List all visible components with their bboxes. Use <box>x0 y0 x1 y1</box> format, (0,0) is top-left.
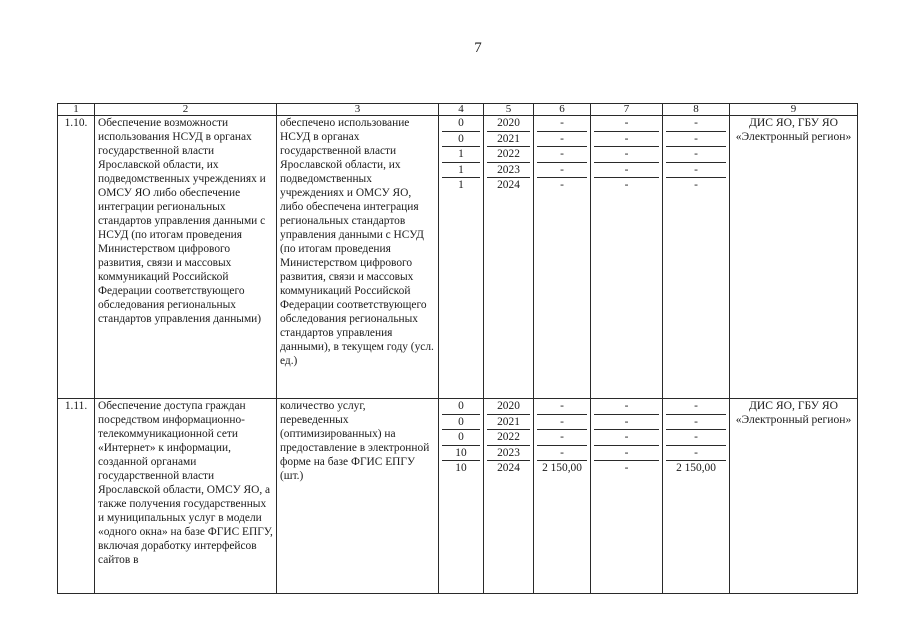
funding-value: - <box>594 415 659 431</box>
header-cell: 7 <box>591 104 663 116</box>
funding-col7 <box>591 399 663 594</box>
year: 2023 <box>487 446 530 462</box>
year: 2022 <box>487 430 530 446</box>
header-cell: 8 <box>663 104 730 116</box>
funding-value: - <box>666 399 726 415</box>
funding-value: - <box>666 446 726 462</box>
year: 2021 <box>487 415 530 431</box>
activity-description: Обеспечение доступа граждан посредством информационно-телекоммуникационной сети «Интернет» к информации, созданной органами государственной власти Ярославской области, ОМСУ ЯО, а также получения государственных и муниципальных услуг в модели «одного окна» на базе ФГИС ЕПГУ, включая доработку интерфейсов сайтов в <box>95 399 277 594</box>
header-cell: 9 <box>730 104 858 116</box>
funding-value: - <box>560 179 564 191</box>
funding-value: - <box>537 430 587 446</box>
target-value: 1 <box>442 163 480 179</box>
target-value: 10 <box>442 446 480 462</box>
year: 2020 <box>487 399 530 415</box>
funding-value: - <box>537 163 587 179</box>
funding-value: - <box>666 116 726 132</box>
year: 2020 <box>487 116 530 132</box>
funding-value: - <box>624 462 629 474</box>
funding-value: - <box>594 163 659 179</box>
header-cell: 1 <box>58 104 95 116</box>
header-cell: 5 <box>484 104 534 116</box>
funding-value: - <box>666 415 726 431</box>
year: 2022 <box>487 147 530 163</box>
year: 2024 <box>497 462 520 474</box>
year: 2021 <box>487 132 530 148</box>
funding-value: - <box>594 430 659 446</box>
target-value: 10 <box>455 462 467 474</box>
funding-value: - <box>624 179 629 191</box>
row-number: 1.10. <box>58 116 95 399</box>
funding-value: - <box>537 132 587 148</box>
target-value: 0 <box>442 132 480 148</box>
funding-value: - <box>594 132 659 148</box>
program-table <box>57 103 858 594</box>
target-value: 0 <box>442 430 480 446</box>
funding-value: - <box>666 132 726 148</box>
funding-value: - <box>666 147 726 163</box>
funding-value: - <box>594 446 659 462</box>
target-values <box>439 399 484 594</box>
funding-value: - <box>666 430 726 446</box>
funding-value: 2 150,00 <box>542 462 582 474</box>
indicator-description: обеспечено использование НСУД в органах государственной власти Ярославской области, их подведомственных учреждениях и ОМСУ ЯО, либо обеспечена интеграция региональных стандартов управления данными с НСУД (по итогам проведения Министерством цифрового развития, связи и массовых коммуникаций Российской Федерации соответствующего обследования региональных стандартов управления данными), в текущем году (усл. ед.) <box>277 116 439 399</box>
row-number: 1.11. <box>58 399 95 594</box>
funding-value: - <box>594 116 659 132</box>
funding-value: 2 150,00 <box>676 462 716 474</box>
years <box>484 399 534 594</box>
funding-value: - <box>666 163 726 179</box>
funding-col6 <box>534 116 591 399</box>
funding-value: - <box>537 415 587 431</box>
funding-value: - <box>537 399 587 415</box>
header-cell: 3 <box>277 104 439 116</box>
year: 2024 <box>497 179 520 191</box>
indicator-description: количество услуг, переведенных (оптимизированных) на предоставление в электронной форме на базе ФГИС ЕПГУ (шт.) <box>277 399 439 594</box>
funding-value: - <box>537 147 587 163</box>
years <box>484 116 534 399</box>
header-cell: 4 <box>439 104 484 116</box>
year: 2023 <box>487 163 530 179</box>
target-value: 0 <box>442 399 480 415</box>
funding-col7 <box>591 116 663 399</box>
table-row <box>58 116 858 399</box>
funding-col8 <box>663 116 730 399</box>
funding-value: - <box>694 179 698 191</box>
page-number: 7 <box>474 40 482 56</box>
target-value: 1 <box>458 179 464 191</box>
funding-value: - <box>537 446 587 462</box>
activity-description: Обеспечение возможности использования НСУД в органах государственной власти Ярославской области, их подведомственных учреждениях и ОМСУ ЯО либо обеспечение интеграции региональных стандартов управления данными с НСУД (по итогам проведения Министерством цифрового развития, связи и массовых коммуникаций Российской Федерации соответствующего обследования региональных стандартов управления данными) <box>95 116 277 399</box>
funding-value: - <box>594 147 659 163</box>
target-value: 0 <box>442 116 480 132</box>
funding-col6 <box>534 399 591 594</box>
executor: ДИС ЯО, ГБУ ЯО «Электронный регион» <box>730 399 858 594</box>
header-cell: 2 <box>95 104 277 116</box>
funding-value: - <box>537 116 587 132</box>
header-row <box>58 104 858 116</box>
header-cell: 6 <box>534 104 591 116</box>
table-row <box>58 399 858 594</box>
executor: ДИС ЯО, ГБУ ЯО «Электронный регион» <box>730 116 858 399</box>
funding-value: - <box>594 399 659 415</box>
funding-col8 <box>663 399 730 594</box>
target-value: 1 <box>442 147 480 163</box>
target-value: 0 <box>442 415 480 431</box>
target-values <box>439 116 484 399</box>
